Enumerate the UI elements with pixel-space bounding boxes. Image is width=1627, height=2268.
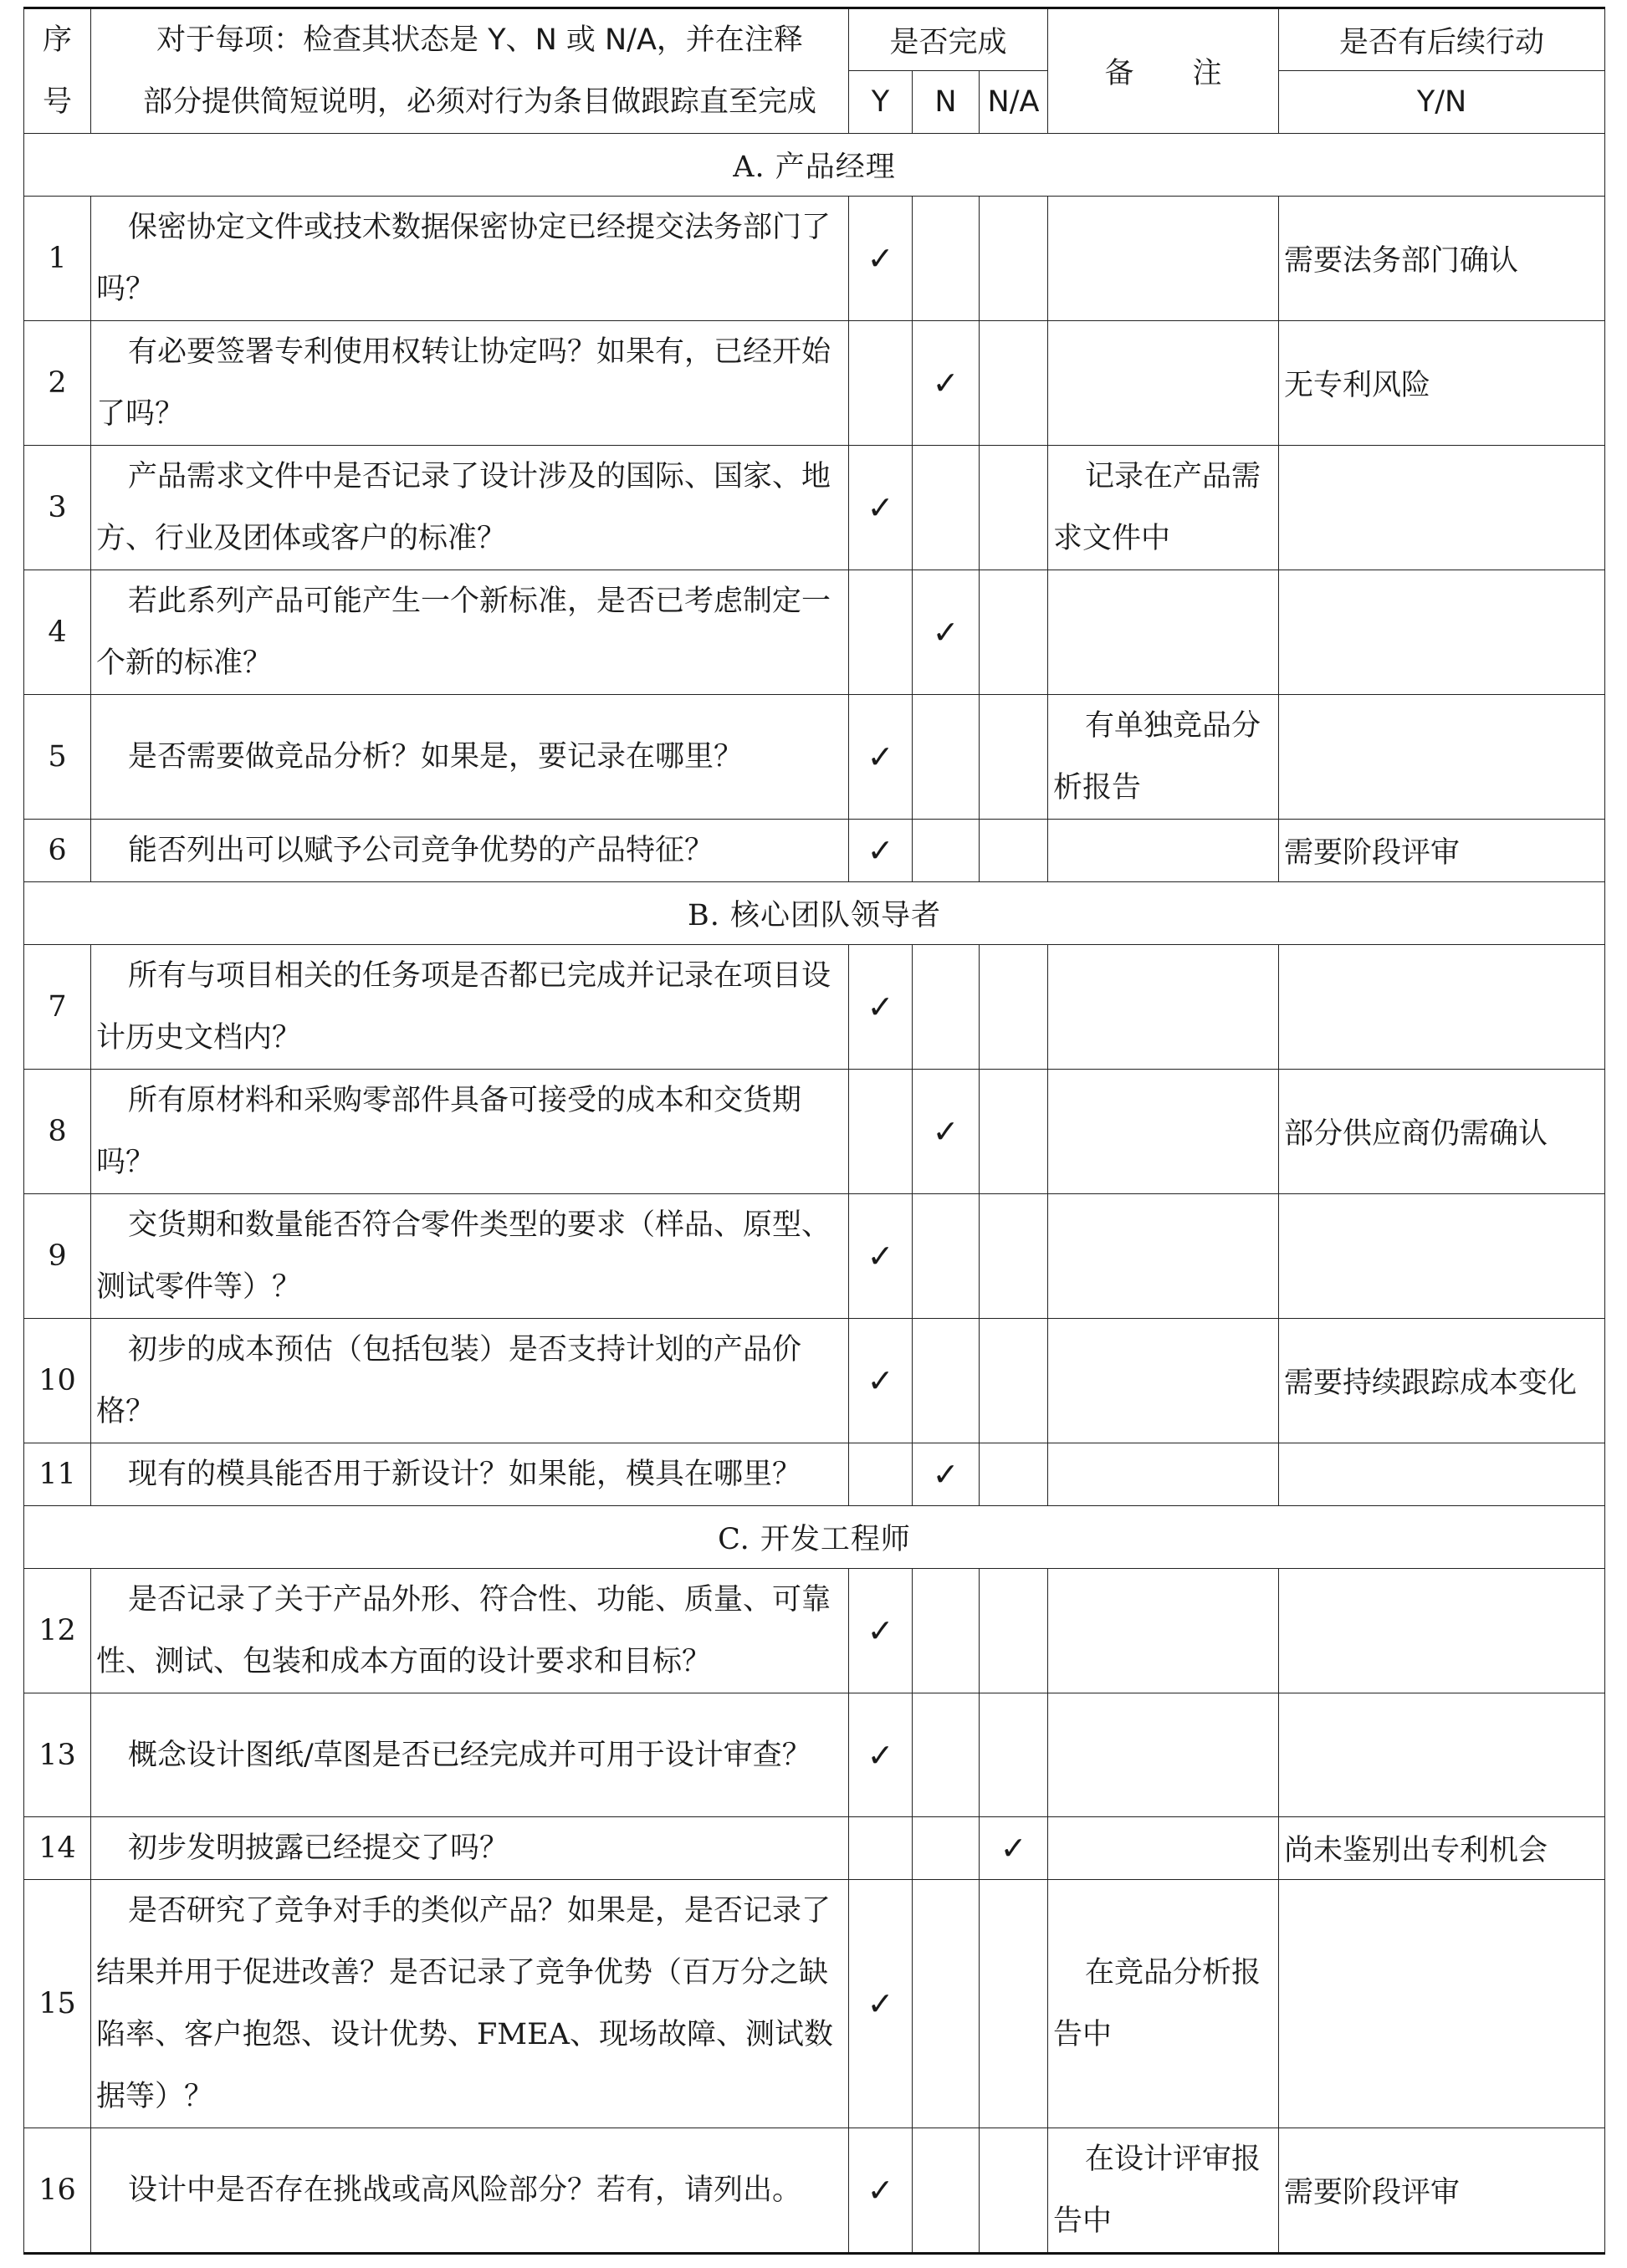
row-question: 初步的成本预估（包括包装）是否支持计划的产品价格？ bbox=[91, 1319, 849, 1443]
row-number: 6 bbox=[24, 820, 91, 882]
row-question: 是否记录了关于产品外形、符合性、功能、质量、可靠性、测试、包装和成本方面的设计要求和目标？ bbox=[91, 1569, 849, 1693]
row-notes bbox=[1048, 1443, 1279, 1506]
table-row bbox=[24, 197, 1605, 321]
status-n-cell bbox=[913, 446, 980, 570]
table-row bbox=[24, 945, 1605, 1070]
row-follow-up bbox=[1279, 1569, 1605, 1693]
status-na-cell bbox=[980, 1319, 1048, 1443]
status-na-cell bbox=[980, 321, 1048, 446]
status-y-cell bbox=[849, 1319, 913, 1443]
row-question: 能否列出可以赋予公司竞争优势的产品特征？ bbox=[91, 820, 849, 882]
seq-header bbox=[24, 8, 91, 134]
follow-header: 是否有后续行动 bbox=[1279, 8, 1605, 71]
status-na-cell bbox=[980, 1194, 1048, 1319]
check-mark-icon: ✓ bbox=[867, 832, 894, 869]
status-na-cell bbox=[980, 695, 1048, 820]
row-notes: 有单独竞品分析报告 bbox=[1048, 695, 1279, 820]
row-number: 9 bbox=[24, 1194, 91, 1319]
table-row bbox=[24, 820, 1605, 882]
checklist-page bbox=[23, 7, 1604, 2255]
status-na-cell bbox=[980, 1693, 1048, 1817]
row-notes bbox=[1048, 945, 1279, 1070]
row-notes: 在设计评审报告中 bbox=[1048, 2128, 1279, 2254]
na-header: N/A bbox=[980, 71, 1048, 134]
row-number: 4 bbox=[24, 570, 91, 695]
table-row bbox=[24, 1443, 1605, 1506]
check-mark-icon: ✓ bbox=[867, 1238, 894, 1274]
follow-sub-header: Y/N bbox=[1279, 71, 1605, 134]
status-y-cell bbox=[849, 1693, 913, 1817]
row-number: 1 bbox=[24, 197, 91, 321]
row-follow-up bbox=[1279, 1194, 1605, 1319]
question-header bbox=[91, 8, 849, 134]
status-n-cell bbox=[913, 1070, 980, 1194]
row-number: 16 bbox=[24, 2128, 91, 2254]
row-question: 有必要签署专利使用权转让协定吗？如果有，已经开始了吗？ bbox=[91, 321, 849, 446]
row-question: 交货期和数量能否符合零件类型的要求（样品、原型、测试零件等）？ bbox=[91, 1194, 849, 1319]
check-mark-icon: ✓ bbox=[932, 365, 959, 401]
status-na-cell bbox=[980, 820, 1048, 882]
table-row bbox=[24, 1817, 1605, 1880]
status-n-cell bbox=[913, 197, 980, 321]
section-title: C. 开发工程师 bbox=[24, 1506, 1605, 1569]
row-notes bbox=[1048, 1194, 1279, 1319]
table-row bbox=[24, 1880, 1605, 2128]
row-follow-up bbox=[1279, 945, 1605, 1070]
check-mark-icon: ✓ bbox=[932, 1113, 959, 1150]
status-n-cell bbox=[913, 321, 980, 446]
row-notes bbox=[1048, 1817, 1279, 1880]
row-notes bbox=[1048, 1319, 1279, 1443]
check-mark-icon: ✓ bbox=[932, 1456, 959, 1493]
status-n-cell bbox=[913, 820, 980, 882]
row-notes: 记录在产品需求文件中 bbox=[1048, 446, 1279, 570]
row-follow-up bbox=[1279, 695, 1605, 820]
row-question: 概念设计图纸/草图是否已经完成并可用于设计审查？ bbox=[91, 1693, 849, 1817]
status-n-cell bbox=[913, 695, 980, 820]
status-y-cell bbox=[849, 1569, 913, 1693]
status-y-cell bbox=[849, 1443, 913, 1506]
row-question: 初步发明披露已经提交了吗？ bbox=[91, 1817, 849, 1880]
status-n-cell bbox=[913, 1693, 980, 1817]
row-follow-up bbox=[1279, 1443, 1605, 1506]
row-number: 7 bbox=[24, 945, 91, 1070]
done-header: 是否完成 bbox=[849, 8, 1048, 71]
status-y-cell bbox=[849, 695, 913, 820]
checklist-body bbox=[24, 134, 1605, 2254]
section-row bbox=[24, 882, 1605, 945]
seq-header-line1: 序 bbox=[42, 23, 72, 57]
row-question: 设计中是否存在挑战或高风险部分？若有，请列出。 bbox=[91, 2128, 849, 2254]
row-question: 若此系列产品可能产生一个新标准，是否已考虑制定一个新的标准？ bbox=[91, 570, 849, 695]
row-number: 11 bbox=[24, 1443, 91, 1506]
status-y-cell bbox=[849, 1817, 913, 1880]
status-na-cell bbox=[980, 1443, 1048, 1506]
row-follow-up: 需要阶段评审 bbox=[1279, 820, 1605, 882]
seq-header-line2: 号 bbox=[42, 85, 72, 119]
row-follow-up bbox=[1279, 446, 1605, 570]
check-mark-icon: ✓ bbox=[867, 489, 894, 526]
row-question: 是否需要做竞品分析？如果是，要记录在哪里？ bbox=[91, 695, 849, 820]
status-n-cell bbox=[913, 1319, 980, 1443]
status-y-cell bbox=[849, 570, 913, 695]
status-y-cell bbox=[849, 321, 913, 446]
status-n-cell bbox=[913, 1569, 980, 1693]
table-row bbox=[24, 695, 1605, 820]
row-notes bbox=[1048, 1693, 1279, 1817]
check-mark-icon: ✓ bbox=[867, 2172, 894, 2209]
row-notes bbox=[1048, 820, 1279, 882]
status-n-cell bbox=[913, 1443, 980, 1506]
check-mark-icon: ✓ bbox=[867, 738, 894, 775]
status-n-cell bbox=[913, 1817, 980, 1880]
n-header: N bbox=[913, 71, 980, 134]
row-number: 15 bbox=[24, 1880, 91, 2128]
section-row bbox=[24, 1506, 1605, 1569]
row-notes bbox=[1048, 197, 1279, 321]
check-mark-icon: ✓ bbox=[932, 614, 959, 651]
status-na-cell bbox=[980, 1070, 1048, 1194]
question-header-line1: 对于每项：检查其状态是 Y、N 或 N/A，并在注释 bbox=[156, 23, 803, 57]
row-follow-up: 需要阶段评审 bbox=[1279, 2128, 1605, 2254]
status-n-cell bbox=[913, 1880, 980, 2128]
row-notes bbox=[1048, 1070, 1279, 1194]
status-na-cell bbox=[980, 1817, 1048, 1880]
row-question: 是否研究了竞争对手的类似产品？如果是，是否记录了结果并用于促进改善？是否记录了竞争优势（百万分之缺陷率、客户抱怨、设计优势、FMEA、现场故障、测试数据等）？ bbox=[91, 1880, 849, 2128]
row-number: 2 bbox=[24, 321, 91, 446]
section-title: A. 产品经理 bbox=[24, 134, 1605, 197]
status-y-cell bbox=[849, 1880, 913, 2128]
check-mark-icon: ✓ bbox=[867, 1736, 894, 1774]
row-follow-up: 无专利风险 bbox=[1279, 321, 1605, 446]
status-n-cell bbox=[913, 945, 980, 1070]
row-question: 所有与项目相关的任务项是否都已完成并记录在项目设计历史文档内？ bbox=[91, 945, 849, 1070]
row-number: 3 bbox=[24, 446, 91, 570]
status-na-cell bbox=[980, 2128, 1048, 2254]
section-title: B. 核心团队领导者 bbox=[24, 882, 1605, 945]
status-y-cell bbox=[849, 2128, 913, 2254]
table-row bbox=[24, 1070, 1605, 1194]
row-follow-up: 需要持续跟踪成本变化 bbox=[1279, 1319, 1605, 1443]
status-n-cell bbox=[913, 1194, 980, 1319]
status-y-cell bbox=[849, 820, 913, 882]
row-number: 10 bbox=[24, 1319, 91, 1443]
row-number: 5 bbox=[24, 695, 91, 820]
row-number: 13 bbox=[24, 1693, 91, 1817]
table-row bbox=[24, 1693, 1605, 1817]
check-mark-icon: ✓ bbox=[867, 240, 894, 277]
row-question: 现有的模具能否用于新设计？如果能，模具在哪里？ bbox=[91, 1443, 849, 1506]
status-y-cell bbox=[849, 1070, 913, 1194]
status-n-cell bbox=[913, 570, 980, 695]
row-follow-up bbox=[1279, 1693, 1605, 1817]
notes-header: 备 注 bbox=[1048, 8, 1279, 134]
status-na-cell bbox=[980, 570, 1048, 695]
status-y-cell bbox=[849, 1194, 913, 1319]
status-na-cell bbox=[980, 446, 1048, 570]
checklist-table bbox=[23, 7, 1605, 2255]
row-number: 12 bbox=[24, 1569, 91, 1693]
row-follow-up: 需要法务部门确认 bbox=[1279, 197, 1605, 321]
question-header-line2: 部分提供简短说明，必须对行为条目做跟踪直至完成 bbox=[142, 85, 816, 119]
check-mark-icon: ✓ bbox=[867, 1612, 894, 1649]
status-y-cell bbox=[849, 197, 913, 321]
row-notes: 在竞品分析报告中 bbox=[1048, 1880, 1279, 2128]
check-mark-icon: ✓ bbox=[867, 1362, 894, 1399]
row-question: 所有原材料和采购零部件具备可接受的成本和交货期吗？ bbox=[91, 1070, 849, 1194]
row-question: 产品需求文件中是否记录了设计涉及的国际、国家、地方、行业及团体或客户的标准？ bbox=[91, 446, 849, 570]
header-row-1 bbox=[24, 8, 1605, 71]
status-n-cell bbox=[913, 2128, 980, 2254]
table-row bbox=[24, 1194, 1605, 1319]
row-follow-up bbox=[1279, 570, 1605, 695]
check-mark-icon: ✓ bbox=[1000, 1830, 1027, 1867]
status-na-cell bbox=[980, 945, 1048, 1070]
section-row bbox=[24, 134, 1605, 197]
row-number: 14 bbox=[24, 1817, 91, 1880]
y-header: Y bbox=[849, 71, 913, 134]
status-na-cell bbox=[980, 197, 1048, 321]
row-follow-up: 尚未鉴别出专利机会 bbox=[1279, 1817, 1605, 1880]
table-row bbox=[24, 446, 1605, 570]
table-row bbox=[24, 570, 1605, 695]
row-number: 8 bbox=[24, 1070, 91, 1194]
row-follow-up: 部分供应商仍需确认 bbox=[1279, 1070, 1605, 1194]
status-y-cell bbox=[849, 945, 913, 1070]
row-question: 保密协定文件或技术数据保密协定已经提交法务部门了吗？ bbox=[91, 197, 849, 321]
status-y-cell bbox=[849, 446, 913, 570]
check-mark-icon: ✓ bbox=[867, 988, 894, 1025]
table-row bbox=[24, 1319, 1605, 1443]
row-notes bbox=[1048, 1569, 1279, 1693]
check-mark-icon: ✓ bbox=[867, 1985, 894, 2022]
row-notes bbox=[1048, 321, 1279, 446]
status-na-cell bbox=[980, 1569, 1048, 1693]
status-na-cell bbox=[980, 1880, 1048, 2128]
row-follow-up bbox=[1279, 1880, 1605, 2128]
table-row bbox=[24, 2128, 1605, 2254]
table-row bbox=[24, 321, 1605, 446]
row-notes bbox=[1048, 570, 1279, 695]
table-row bbox=[24, 1569, 1605, 1693]
